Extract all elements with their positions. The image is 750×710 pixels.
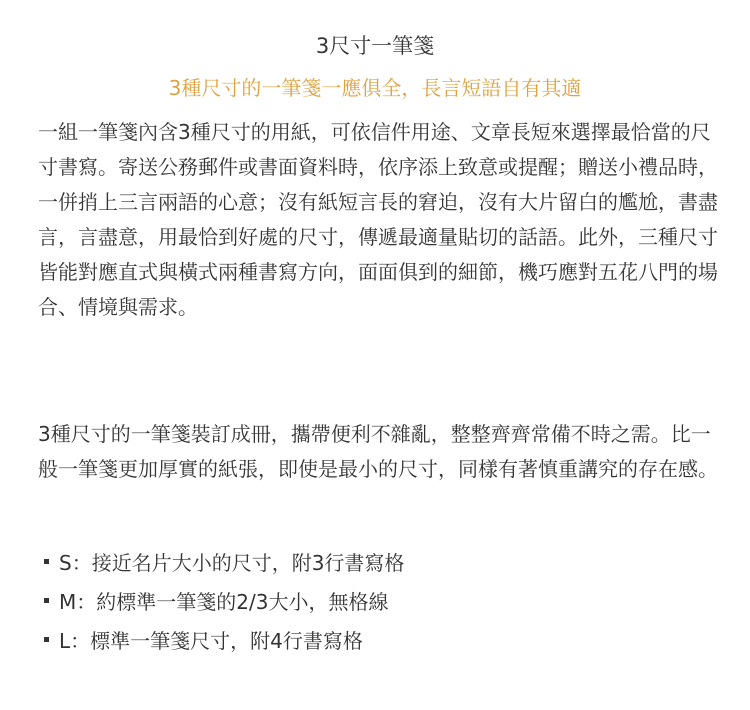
page-subtitle: 3種尺寸的一筆箋一應俱全，長言短語自有其適 bbox=[168, 76, 582, 100]
description-paragraph-2: 3種尺寸的一筆箋裝訂成冊，攜帶便利不雜亂，整整齊齊常備不時之需。比一般一筆箋更加厚實的紙張，即使是最小的尺寸，同樣有著慎重講究的存在感。 bbox=[38, 422, 718, 481]
bullet-icon bbox=[44, 559, 49, 564]
spec-text: L：標準一筆箋尺寸，附4行書寫格 bbox=[59, 629, 363, 653]
page-title: 3尺寸一筆箋 bbox=[315, 34, 435, 58]
spec-item-m bbox=[38, 581, 718, 620]
bullet-icon bbox=[44, 637, 49, 642]
spec-text: S：接近名片大小的尺寸，附3行書寫格 bbox=[59, 551, 405, 575]
size-spec-list bbox=[38, 542, 718, 659]
spec-text: M：約標準一筆箋的2/3大小，無格線 bbox=[59, 590, 389, 614]
bullet-icon bbox=[44, 598, 49, 603]
spec-item-l bbox=[38, 620, 718, 659]
spec-item-s bbox=[38, 542, 718, 581]
description-paragraph-1: 一組一筆箋內含3種尺寸的用紙，可依信件用途、文章長短來選擇最恰當的尺寸書寫。寄送公務郵件或書面資料時，依序添上致意或提醒；贈送小禮品時，一併捎上三言兩語的心意；沒有紙短言長的窘迫，沒有大片留白的尷尬，書盡言，言盡意，用最恰到好處的尺寸，傳遞最適量貼切的話語。此外，三種尺寸皆能對應直式與橫式兩種書寫方向，面面俱到的細節，機巧應對五花八門的場合、情境與需求。 bbox=[38, 120, 718, 319]
